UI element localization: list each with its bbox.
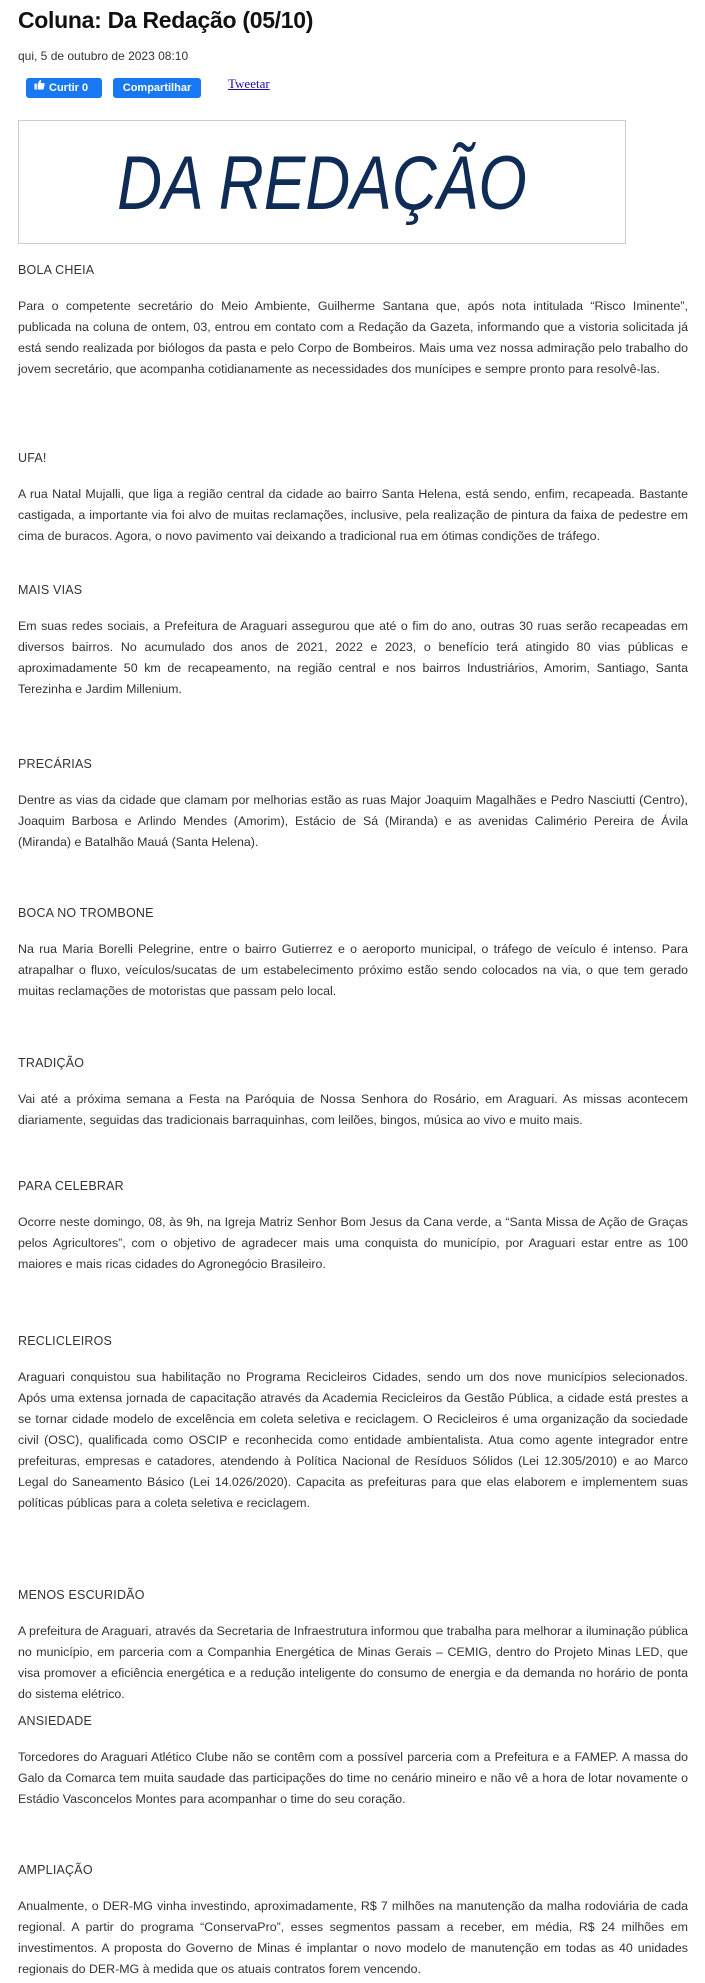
note-heading: BOLA CHEIA: [18, 263, 95, 277]
note-heading: AMPLIAÇÃO: [18, 1863, 93, 1877]
note-heading: BOCA NO TROMBONE: [18, 906, 154, 920]
note-heading: TRADIÇÃO: [18, 1056, 85, 1070]
tweet-link[interactable]: Tweetar: [228, 76, 270, 91]
note-heading: MENOS ESCURIDÃO: [18, 1588, 145, 1602]
note-paragraph: Vai até a próxima semana a Festa na Paróquia de Nossa Senhora do Rosário, em Araguari. As missas acontecem diariamente, seguidas das tradicionais barraquinhas, com leilões, bingos, música ao vivo e muito mais.: [18, 1092, 688, 1127]
note-paragraph: A rua Natal Mujalli, que liga a região central da cidade ao bairro Santa Helena, está sendo, enfim, recapeada. Bastante castigada, a importante via foi alvo de muitas reclamações, inclusive, pela realização de pintura da faixa de pedestre em cima de buracos. Agora, o novo pavimento vai deixando a tradicional rua em ótimas condições de tráfego.: [18, 487, 688, 543]
publish-date: qui, 5 de outubro de 2023 08:10: [18, 49, 189, 63]
note-paragraph: A prefeitura de Araguari, através da Secretaria de Infraestrutura informou que trabalha para melhorar a iluminação pública no município, em parceria com a Companhia Energética de Minas Gerais – CEMIG, dentro do Projeto Minas LED, que visa promover a eficiência energética e a redução inteligente do consumo de energia e da demanda no horário de ponta do sistema elétrico.: [18, 1624, 688, 1701]
column-note: [18, 1862, 688, 1980]
article-container: [18, 0, 688, 244]
page-title: Coluna: Da Redação (05/10): [18, 7, 314, 33]
column-note: [18, 582, 688, 700]
note-heading: PRECÁRIAS: [18, 757, 93, 771]
column-note: [18, 905, 688, 1002]
note-heading: RECLICLEIROS: [18, 1334, 113, 1348]
column-banner: [18, 120, 626, 244]
column-note: [18, 1333, 688, 1514]
note-paragraph: Dentre as vias da cidade que clamam por melhorias estão as ruas Major Joaquim Magalhães e Pedro Nasciutti (Centro), Joaquim Barbosa e Arlindo Mendes (Amorim), Estácio de Sá (Miranda) e as avenidas Calimério Pereira de Ávila (Miranda) e Batalhão Mauá (Santa Helena).: [18, 793, 688, 849]
facebook-like-button[interactable]: [26, 78, 102, 98]
note-paragraph: Ocorre neste domingo, 08, às 9h, na Igreja Matriz Senhor Bom Jesus da Cana verde, a “Santa Missa de Ação de Graças pelos Agricultores”, com o objetivo de agradecer mais uma conquista do município, por Araguari estar entre as 100 maiores e mais ricas cidades do Agronegócio Brasileiro.: [18, 1215, 688, 1271]
column-note: [18, 756, 688, 853]
column-note: [18, 262, 688, 380]
like-label: Curtir 0: [49, 82, 89, 94]
note-heading: MAIS VIAS: [18, 583, 83, 597]
note-paragraph: Anualmente, o DER-MG vinha investindo, aproximadamente, R$ 7 milhões na manutenção da malha rodoviária de cada regional. A partir do programa “ConservaPro”, esses segmentos passam a receber, em média, R$ 24 milhões em investimentos. A proposta do Governo de Minas é implantar o novo modelo de manutenção em todas as 40 unidades regionais do DER-MG à medida que os atuais contratos forem vencendo.: [18, 1899, 688, 1976]
note-paragraph: Para o competente secretário do Meio Ambiente, Guilherme Santana que, após nota intitulada “Risco Iminente”, publicada na coluna de ontem, 03, entrou em contato com a Redação da Gazeta, informando que a vistoria solicitada já está sendo realizada por biólogos da pasta e pelo Corpo de Bombeiros. Mais uma vez nossa admiração pelo trabalho do jovem secretário, que acompanha cotidianamente as necessidades dos munícipes e sempre pronto para resolvê-las.: [18, 299, 688, 376]
note-paragraph: Em suas redes sociais, a Prefeitura de Araguari assegurou que até o fim do ano, outras 30 ruas serão recapeadas em diversos bairros. No acumulado dos anos de 2021, 2022 e 2023, o benefício terá atingido 80 vias públicas e aproximadamente 50 km de recapeamento, na região central e nos bairros Industriários, Amorim, Santiago, Santa Terezinha e Jardim Millenium.: [18, 619, 688, 696]
column-note: [18, 1055, 688, 1131]
column-note: [18, 450, 688, 547]
banner-title: DA REDAÇÃO: [117, 140, 527, 226]
thumbs-up-icon: [34, 77, 45, 97]
column-note: [18, 1713, 688, 1810]
share-bar: [18, 78, 688, 100]
note-paragraph: Na rua Maria Borelli Pelegrine, entre o bairro Gutierrez e o aeroporto municipal, o tráfego de veículo é intenso. Para atrapalhar o fluxo, veículos/sucatas de um estabelecimento próximo estão sendo colocados na via, o que tem gerado muitas reclamações de motoristas que passam pelo local.: [18, 942, 688, 998]
note-heading: PARA CELEBRAR: [18, 1179, 124, 1193]
facebook-share-button[interactable]: Compartilhar: [113, 78, 201, 98]
note-heading: UFA!: [18, 451, 47, 465]
column-note: [18, 1178, 688, 1275]
note-paragraph: Torcedores do Araguari Atlético Clube não se contêm com a possível parceria com a Prefeitura e a FAMEP. A massa do Galo da Comarca tem muita saudade das participações do time no cenário mineiro e não vê a hora de lotar novamente o Estádio Vasconcelos Montes para acompanhar o time do seu coração.: [18, 1750, 688, 1806]
note-heading: ANSIEDADE: [18, 1714, 93, 1728]
note-paragraph: Araguari conquistou sua habilitação no Programa Recicleiros Cidades, sendo um dos nove municípios selecionados. Após uma extensa jornada de capacitação através da Academia Recicleiros da Gestão Pública, a cidade está prestes a se tornar cidade modelo de excelência em coleta seletiva e reciclagem. O Recicleiros é uma organização da sociedade civil (OSC), qualificada como OSCIP e reconhecida como entidade ambientalista. Atua como agente integrador entre prefeituras, empresas e catadores, atendendo à Política Nacional de Resíduos Sólidos (Lei 12.305/2010) e ao Marco Legal do Saneamento Básico (Lei 14.026/2020). Capacita as prefeituras para que elas elaborem e implementem suas políticas públicas para a coleta seletiva e reciclagem.: [18, 1370, 688, 1510]
column-note: [18, 1587, 688, 1705]
